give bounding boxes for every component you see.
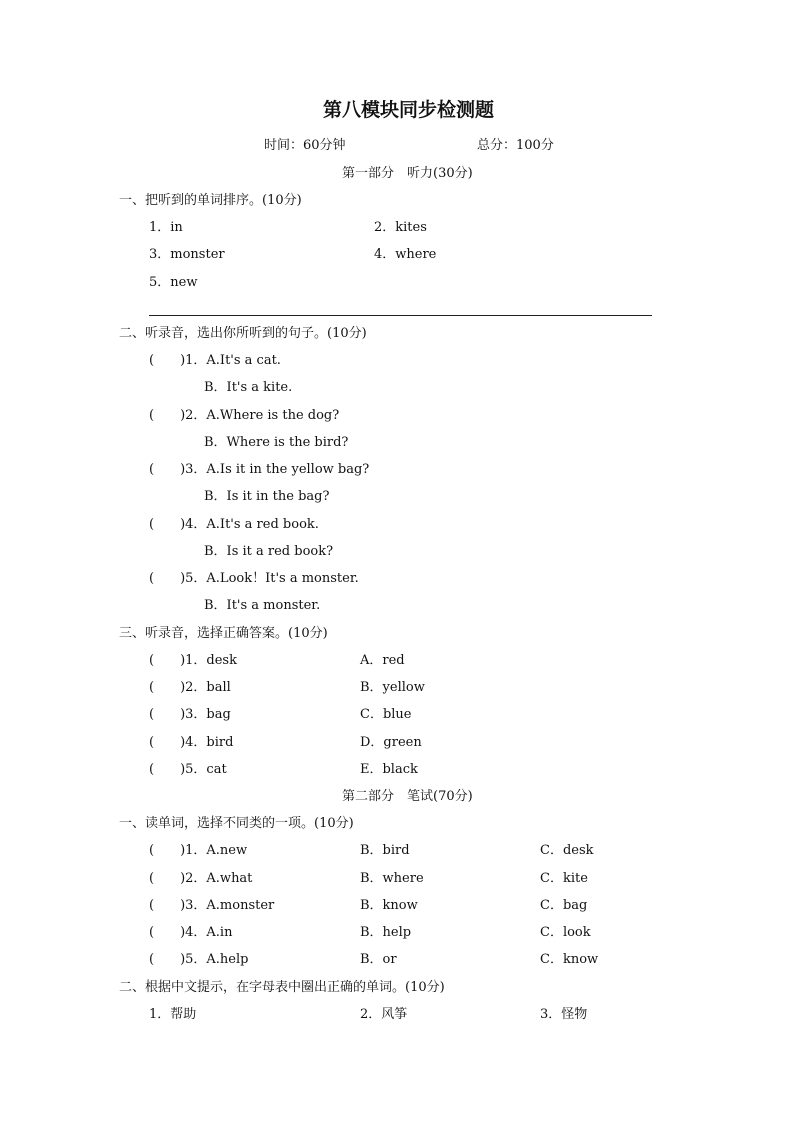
- list-item: 3．monster: [149, 247, 225, 262]
- answer-option: C．blue: [360, 707, 412, 722]
- section-heading: 二、根据中文提示，在字母表中圈出正确的单词。(10分): [119, 980, 445, 995]
- question-item: ( )1．desk: [149, 653, 237, 668]
- option-b: B．help: [360, 925, 412, 940]
- answer-option: B．yellow: [360, 680, 425, 695]
- option-b: B．Is it in the bag?: [204, 489, 330, 504]
- section-heading: 一、把听到的单词排序。(10分): [119, 193, 302, 208]
- option-b: B．bird: [360, 843, 410, 858]
- question-item: ( )2．ball: [149, 680, 231, 695]
- question-item: ( )1．A.It's a cat.: [149, 353, 281, 368]
- question-item: ( )3．A.monster: [149, 898, 275, 913]
- question-item: ( )3．bag: [149, 707, 231, 722]
- section-heading: 一、读单词，选择不同类的一项。(10分): [119, 816, 354, 831]
- question-item: ( )5．A.help: [149, 952, 249, 967]
- page-title: 第八模块同步检测题: [323, 99, 495, 121]
- list-item: 3．怪物: [540, 1007, 588, 1022]
- list-item: 2．风筝: [360, 1007, 408, 1022]
- list-item: 1．帮助: [149, 1007, 197, 1022]
- part2-heading: 第二部分 笔试(70分): [342, 789, 473, 804]
- answer-option: A．red: [360, 653, 405, 668]
- section-heading: 三、听录音，选择正确答案。(10分): [119, 626, 328, 641]
- option-b: B．where: [360, 871, 424, 886]
- time-label: 时间：60分钟: [264, 138, 346, 153]
- list-item: 2．kites: [374, 220, 427, 235]
- answer-option: E．black: [360, 762, 418, 777]
- question-item: ( )2．A.what: [149, 871, 253, 886]
- list-item: 5．new: [149, 275, 198, 290]
- option-b: B．It's a kite.: [204, 380, 293, 395]
- option-c: C．bag: [540, 898, 588, 913]
- answer-line: [149, 315, 652, 316]
- option-b: B．It's a monster.: [204, 598, 321, 613]
- question-item: ( )5．A.Look！It's a monster.: [149, 571, 359, 586]
- question-item: ( )5．cat: [149, 762, 227, 777]
- question-item: ( )4．bird: [149, 735, 234, 750]
- list-item: 4．where: [374, 247, 437, 262]
- option-c: C．know: [540, 952, 599, 967]
- section-heading: 二、听录音，选出你所听到的句子。(10分): [119, 326, 367, 341]
- option-c: C．look: [540, 925, 591, 940]
- option-c: C．kite: [540, 871, 588, 886]
- part1-heading: 第一部分 听力(30分): [342, 166, 473, 181]
- option-b: B．Is it a red book?: [204, 544, 334, 559]
- question-item: ( )2．A.Where is the dog?: [149, 408, 340, 423]
- option-b: B．Where is the bird?: [204, 435, 349, 450]
- option-b: B．know: [360, 898, 418, 913]
- question-item: ( )1．A.new: [149, 843, 248, 858]
- score-label: 总分：100分: [477, 138, 554, 153]
- question-item: ( )4．A.in: [149, 925, 233, 940]
- list-item: 1．in: [149, 220, 183, 235]
- option-c: C．desk: [540, 843, 594, 858]
- option-b: B．or: [360, 952, 397, 967]
- question-item: ( )4．A.It's a red book.: [149, 517, 319, 532]
- answer-option: D．green: [360, 735, 422, 750]
- question-item: ( )3．A.Is it in the yellow bag?: [149, 462, 370, 477]
